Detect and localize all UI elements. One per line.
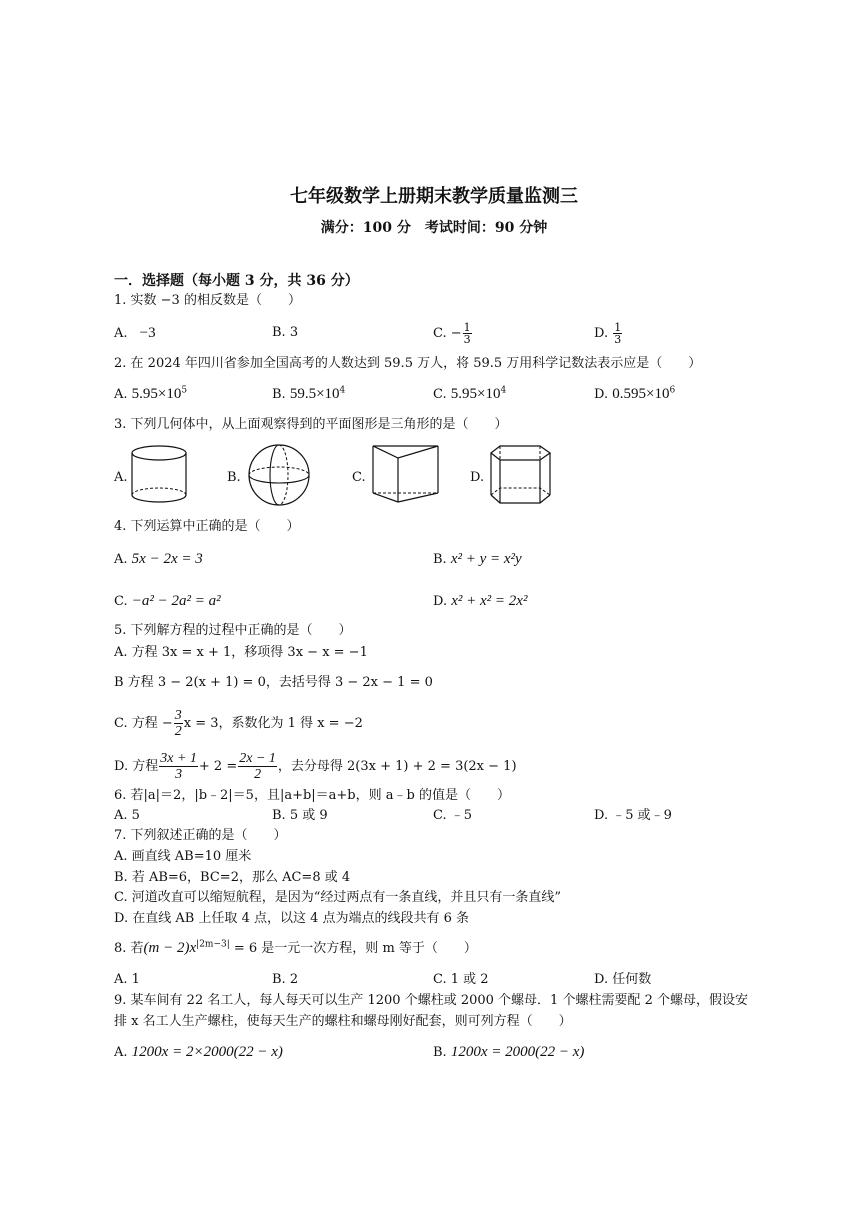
- q8-option-a: A. 1: [114, 972, 140, 987]
- q5-stem: 5. 下列解方程的过程中正确的是（ ）: [114, 623, 352, 638]
- q2-option-a: A. $5.95\times 10^5$: [114, 385, 188, 402]
- q5-c-fraction: $\frac{3}{2}$: [174, 708, 182, 739]
- q5-option-b: B 方程 3 − 2(x + 1) = 0，去括号得 3 − 2x − 1 = 0: [114, 675, 433, 690]
- q5-option-c: C. 方程 − $\frac{3}{2}$ x = 3，系数化为 1 得 x = −2: [114, 708, 363, 739]
- section-heading: 一．选择题（每小题 3 分，共 36 分）: [114, 273, 359, 289]
- q1-option-c: [433, 322, 473, 345]
- q1-option-a-value: −3: [139, 325, 156, 341]
- q1-option-c-label: C. −: [433, 326, 462, 341]
- cylinder-icon: [130, 443, 190, 505]
- q6-option-c: C. ﹣5: [433, 808, 473, 823]
- q8-option-d: D. 任何数: [594, 972, 652, 987]
- q1-option-d-label: D.: [594, 326, 613, 341]
- q7-option-d: D. 在直线 AB 上任取 4 点，以这 4 点为端点的线段共有 6 条: [114, 911, 470, 926]
- q2-option-b: B. $59.5\times 10^4$: [272, 385, 346, 402]
- q2-option-d: D. $0.595\times 10^6$: [594, 385, 676, 402]
- q7-stem: 7. 下列叙述正确的是（ ）: [114, 828, 287, 843]
- q3-option-d-label: D.: [470, 470, 485, 485]
- page-title: 七年级数学上册期末教学质量监测三: [290, 186, 578, 207]
- q8-stem: 8. 若$(m - 2)x^{|2m-3|} = 6$ 是一元一次方程，则 m 等于（ ）: [114, 939, 477, 956]
- q1-option-c-fraction: $\frac{1}{3}$: [463, 321, 471, 346]
- hexagonal-prism-icon: [488, 443, 554, 507]
- q4-option-b: B. x² + y = x²y: [433, 551, 522, 567]
- q9-option-a: A. 1200x = 2×2000(22 − x): [114, 1044, 283, 1060]
- q1-option-d: [594, 322, 623, 345]
- q6-option-a: A. 5: [114, 808, 140, 823]
- q1-option-a: [114, 325, 156, 342]
- q5-option-d: D. 方程 $\frac{3x + 1}{3}$ + 2 = $\frac{2x - 1}{2}$ ，去分母得 2(3x + 1) + 2 = 3(2x − 1): [114, 751, 517, 782]
- q7-option-b: B. 若 AB=6，BC=2，那么 AC=8 或 4: [114, 870, 351, 885]
- q5-option-a: A. 方程 3x = x + 1，移项得 3x − x = −1: [114, 645, 368, 660]
- q9-stem-line2: 排 x 名工人生产螺柱，使每天生产的螺柱和螺母刚好配套，则可列方程（ ）: [114, 1014, 572, 1029]
- q1-option-a-label: A.: [114, 326, 128, 341]
- q3-option-a-label: A.: [114, 470, 128, 485]
- q2-option-c: C. $5.95\times 10^4$: [433, 385, 507, 402]
- q5-d-fraction-2: $\frac{2x - 1}{2}$: [239, 751, 276, 782]
- triangular-prism-icon: [370, 443, 442, 505]
- q5-d-fraction-1: $\frac{3x + 1}{3}$: [160, 751, 197, 782]
- q8-option-b: B. 2: [272, 972, 299, 987]
- q6-stem: 6. 若|a|＝2，|b﹣2|＝5，且|a+b|＝a+b，则 a﹣b 的值是（ ）: [114, 788, 510, 803]
- q6-option-b: B. 5 或 9: [272, 808, 328, 823]
- sphere-icon: [245, 443, 315, 507]
- q9-option-b: B. 1200x = 2000(22 − x): [433, 1044, 585, 1060]
- q1-stem: 1. 实数 −3 的相反数是（ ）: [114, 293, 301, 308]
- page-subtitle: 满分：100 分 考试时间：90 分钟: [320, 220, 548, 236]
- q4-option-c: C. −a² − 2a² = a²: [114, 593, 221, 609]
- q3-option-b-label: B.: [227, 470, 241, 485]
- q3-option-c-label: C.: [352, 470, 366, 485]
- q7-option-c: C. 河道改直可以缩短航程，是因为“经过两点有一条直线，并且只有一条直线”: [114, 890, 562, 905]
- q4-option-d: D. x² + x² = 2x²: [433, 593, 528, 609]
- q9-stem-line1: 9. 某车间有 22 名工人，每人每天可以生产 1200 个螺柱或 2000 个螺母．1 个螺柱需要配 2 个螺母，假设安: [114, 993, 748, 1008]
- q4-option-a: A. 5x − 2x = 3: [114, 551, 203, 567]
- q8-option-c: C. 1 或 2: [433, 972, 489, 987]
- q2-stem: 2. 在 2024 年四川省参加全国高考的人数达到 59.5 万人，将 59.5 万用科学记数法表示应是（ ）: [114, 356, 702, 371]
- q6-option-d: D. ﹣5 或﹣9: [594, 808, 672, 823]
- q7-option-a: A. 画直线 AB=10 厘米: [114, 849, 252, 864]
- q3-stem: 3. 下列几何体中，从上面观察得到的平面图形是三角形的是（ ）: [114, 417, 508, 432]
- q1-option-b: B. 3: [272, 325, 299, 340]
- q1-option-d-fraction: $\frac{1}{3}$: [614, 321, 622, 346]
- q4-stem: 4. 下列运算中正确的是（ ）: [114, 519, 300, 534]
